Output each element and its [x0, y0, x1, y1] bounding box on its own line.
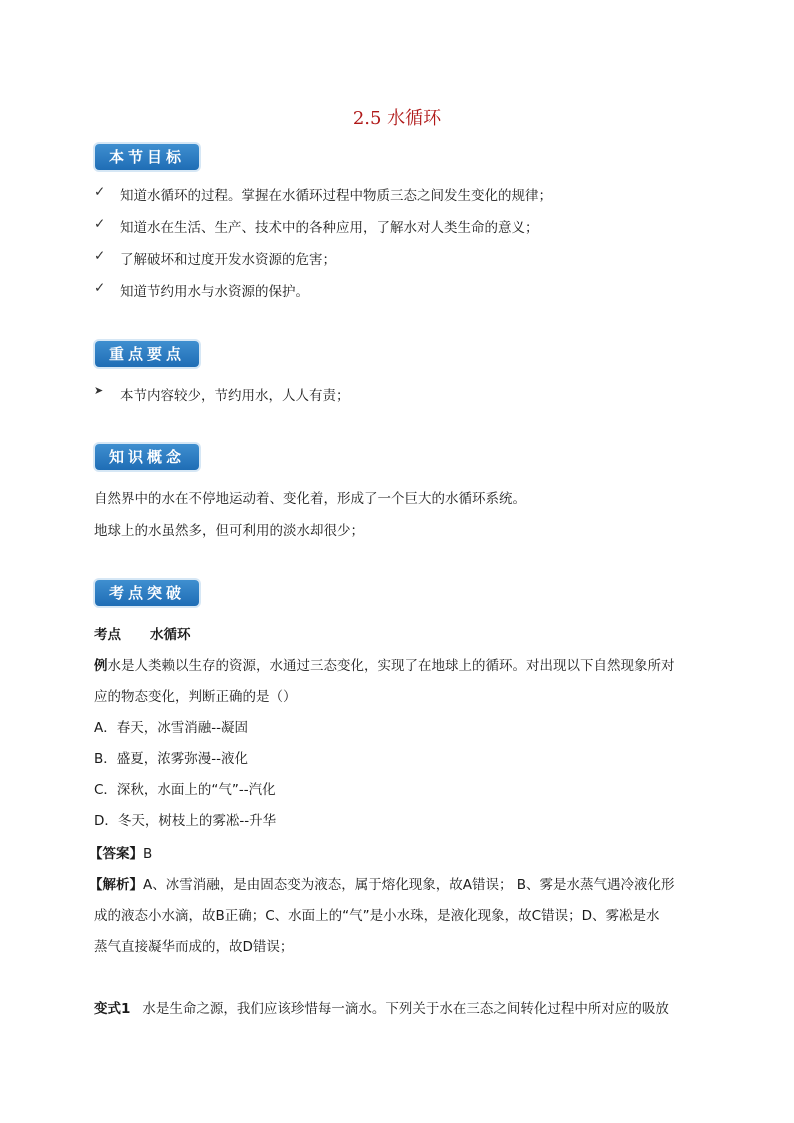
check-icon: ✓ — [94, 248, 106, 264]
topic-name: 水循环 — [150, 627, 191, 643]
goal-text: 知道节约用水与水资源的保护。 — [120, 284, 309, 300]
analysis — [89, 873, 675, 893]
section-badge-concepts: 知识概念 — [95, 444, 199, 470]
answer-value: B — [143, 846, 153, 862]
concept-line: 自然界中的水在不停地运动着、变化着，形成了一个巨大的水循环系统。 — [94, 491, 526, 507]
check-icon: ✓ — [94, 184, 106, 200]
topic-label: 考点 — [94, 627, 121, 643]
check-icon: ✓ — [94, 280, 106, 296]
analysis-text-continued: 成的液态小水滴，故B正确；C、水面上的“气”是小水珠，是液化现象，故C错误；D、雾凇是水 — [94, 908, 660, 924]
example-text-continued: 应的物态变化，判断正确的是（） — [94, 689, 297, 705]
goal-text: 了解破坏和过度开发水资源的危害； — [120, 252, 336, 268]
goal-text: 知道水在生活、生产、技术中的各种应用，了解水对人类生命的意义； — [120, 220, 539, 236]
answer — [89, 842, 152, 862]
answer-label: 【答案】 — [89, 846, 143, 862]
key-point-text: 本节内容较少，节约用水，人人有责； — [120, 388, 350, 404]
variant-label: 变式1 — [94, 1001, 131, 1017]
list-item — [94, 384, 494, 404]
analysis-text: A、冰雪消融，是由固态变为液态，属于熔化现象，故A错误； B、雾是水蒸气遇冷液化形 — [143, 877, 675, 893]
example-question — [94, 654, 675, 674]
page-title: 2.5 水循环 — [352, 108, 442, 129]
variant-text: 水是生命之源，我们应该珍惜每一滴水。下列关于水在三态之间转化过程中所对应的吸放 — [142, 1001, 669, 1017]
option-b: B．盛夏，浓雾弥漫--液化 — [94, 751, 249, 767]
example-label: 例 — [94, 658, 108, 674]
analysis-label: 【解析】 — [89, 877, 143, 893]
section-badge-exam: 考点突破 — [95, 580, 199, 606]
section-badge-goals: 本节目标 — [95, 144, 199, 170]
analysis-text-end: 蒸气直接凝华而成的，故D错误； — [94, 939, 294, 955]
variant-question — [94, 997, 669, 1017]
arrow-bullet-icon: ➤ — [94, 384, 104, 397]
option-d: D．冬天，树枝上的雾凇--升华 — [94, 813, 277, 829]
section-badge-key-points: 重点要点 — [95, 341, 199, 367]
concept-line: 地球上的水虽然多，但可利用的淡水却很少； — [94, 523, 364, 539]
goal-text: 知道水循环的过程。掌握在水循环过程中物质三态之间发生变化的规律； — [120, 188, 552, 204]
example-text: 水是人类赖以生存的资源，水通过三态变化，实现了在地球上的循环。对出现以下自然现象所对 — [107, 658, 675, 674]
option-a: A．春天，冰雪消融--凝固 — [94, 720, 248, 736]
check-icon: ✓ — [94, 216, 106, 232]
option-c: C．深秋，水面上的“气”--汽化 — [94, 782, 276, 798]
